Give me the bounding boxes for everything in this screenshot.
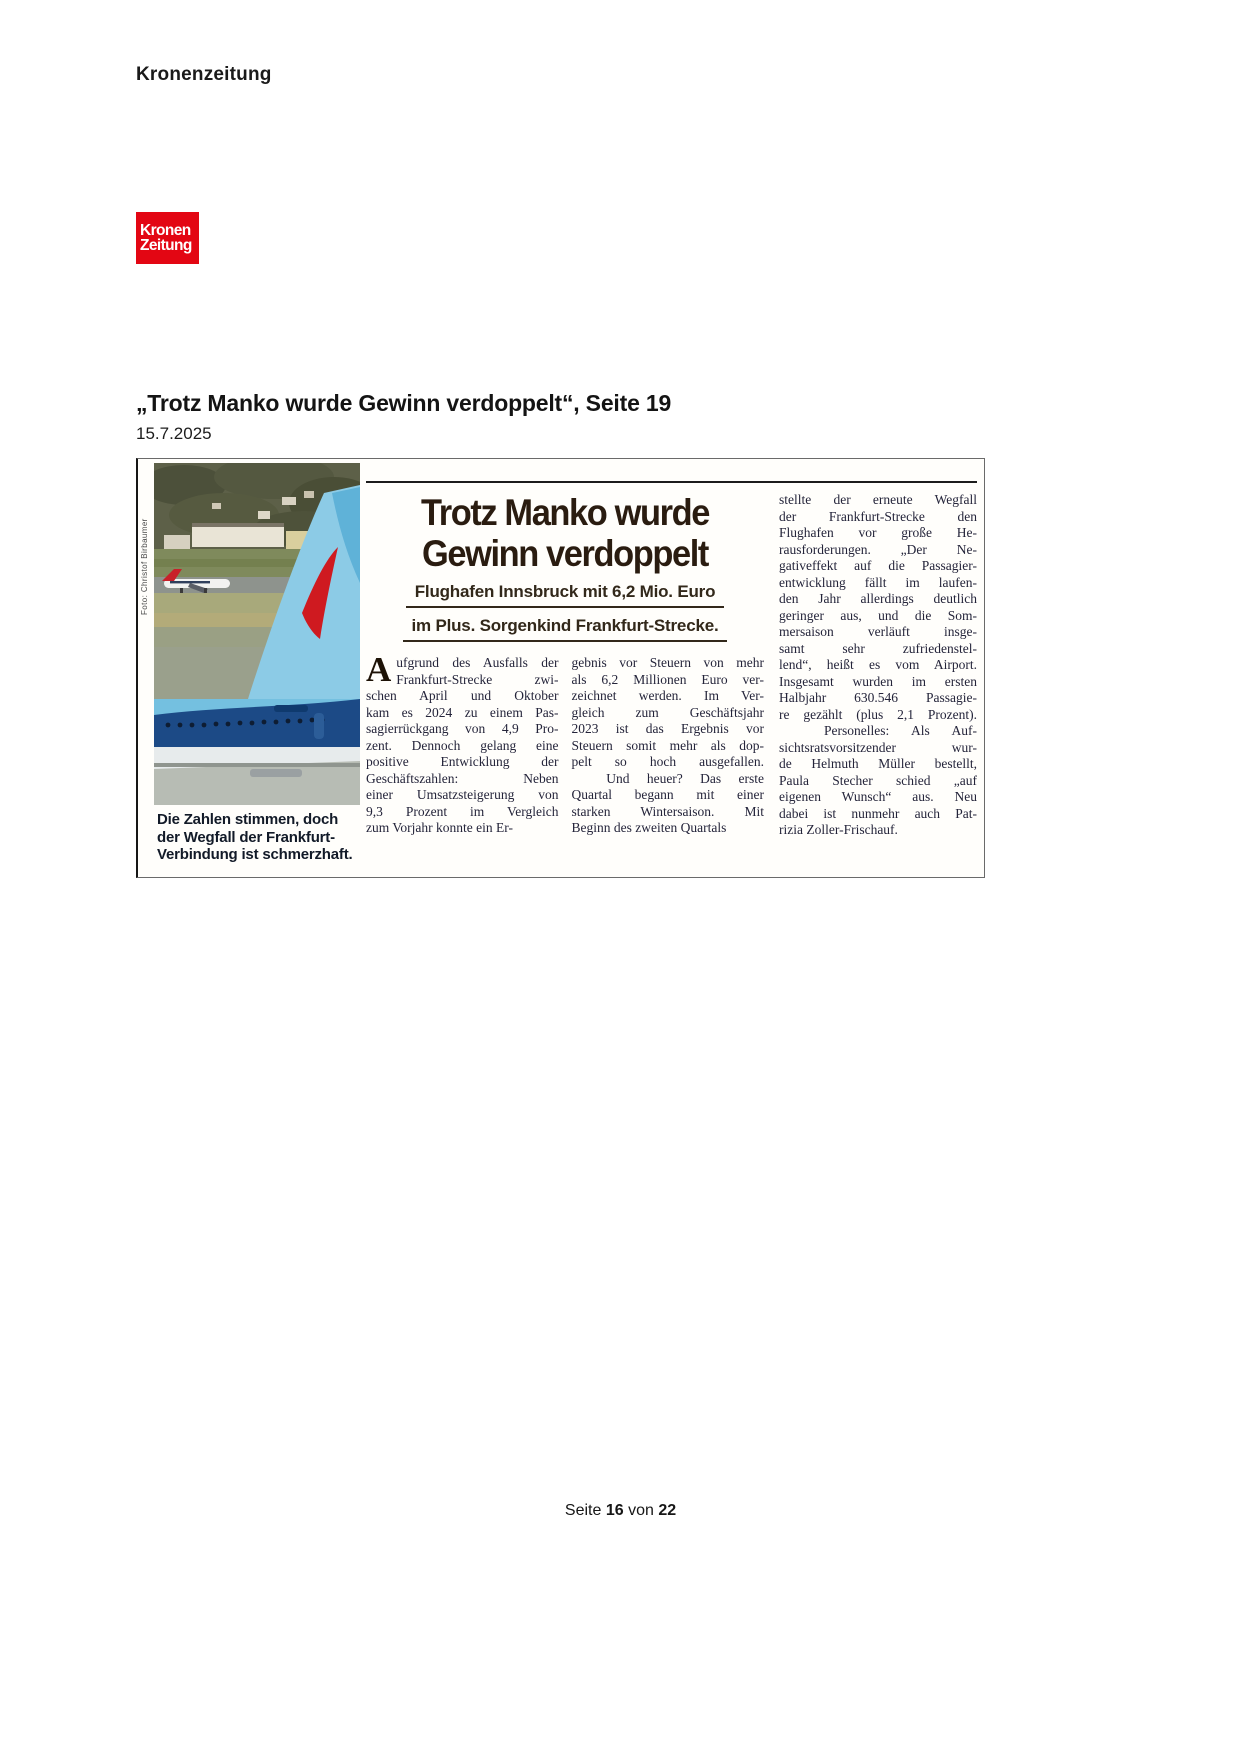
footer-page-current: 16 [605, 1502, 624, 1519]
article-photo [154, 463, 360, 805]
article-columns [366, 650, 764, 837]
subhead-line-2: im Plus. Sorgenkind Frankfurt-Strecke. [403, 616, 728, 642]
headline-line-2: Gewinn verdoppelt [421, 533, 709, 574]
article-head-zone [366, 483, 764, 865]
clipping-listing-date: 15.7.2025 [136, 424, 212, 443]
article-column-2 [572, 655, 765, 837]
source-name: Kronenzeitung [136, 64, 272, 85]
article-subhead-1 [366, 582, 764, 608]
footer-page-total: 22 [658, 1502, 677, 1519]
newspaper-clipping [136, 458, 985, 878]
column-3-text: stellte der erneute Wegfall der Frankfurt-Strecke den Flughafen vor große He- rausforderungen. „Der Ne- gativeffekt auf die Passagier- entwicklung fällt im laufen- den Jahr allerdings deutlich geringer aus, und die Som- mersaison verläuft insge- samt sehr zufriedenstel- lend“, heißt es vom Airport. Insgesamt wurden im ersten Halbjahr 630.546 Passagie- re gezählt (plus 2,1 Prozent). Personelles: Als Auf- sichtsratsvorsitzender wur- de Helmuth Müller bestellt, Paula Stecher schied „auf eigenen Wunsch“ aus. Neu dabei ist nunmehr auch Pat- rizia Zoller-Frischauf. [779, 492, 977, 837]
column-2-text: gebnis vor Steuern von mehr als 6,2 Millionen Euro ver- zeichnet werden. Im Ver- gleich zum Geschäftsjahr 2023 ist das Ergebnis vor Steuern somit mehr als dop- pelt so hoch ausgefallen. Und heuer? Das erste Quartal begann mit einer starken Wintersaison. Mit Beginn des zweiten Quartals [571, 655, 764, 835]
article-column-3 [779, 483, 977, 865]
article-headline [366, 492, 764, 574]
kronen-zeitung-logo [136, 212, 199, 264]
photo-caption: Die Zahlen stimmen, doch der Wegfall der Frankfurt- Verbindung ist schmerzhaft. [157, 811, 353, 863]
logo-line-2: Zeitung [140, 237, 192, 254]
article [366, 481, 977, 865]
subhead-line-1: Flughafen Innsbruck mit 6,2 Mio. Euro [406, 582, 725, 608]
photo-credit: Foto: Christof Birbaumer [140, 518, 149, 615]
page-footer [0, 1502, 1241, 1520]
footer-label-page: Seite [564, 1502, 602, 1519]
article-column-1 [366, 650, 559, 837]
column-1-text: ufgrund des Ausfalls der Frankfurt-Strecke zwi- schen April und Oktober kam es 2024 zu einem Pas- sagierrückgang von 4,9 Pro- zent. Dennoch gelang eine positive Entwicklung der Geschäftszahlen: Neben einer Umsatzsteigerung von 9,3 Prozent im Vergleich zum Vorjahr konnte ein Er- [366, 655, 559, 835]
airplane-photo-illustration [154, 463, 360, 805]
clipping-listing-title: „Trotz Manko wurde Gewinn verdoppelt“, Seite 19 [136, 390, 672, 416]
article-subhead-2 [366, 616, 764, 642]
dropcap: A [366, 650, 392, 689]
footer-label-of: von [628, 1502, 654, 1519]
headline-line-1: Trotz Manko wurde [421, 492, 709, 533]
logo-line-1: Kronen [140, 221, 191, 239]
